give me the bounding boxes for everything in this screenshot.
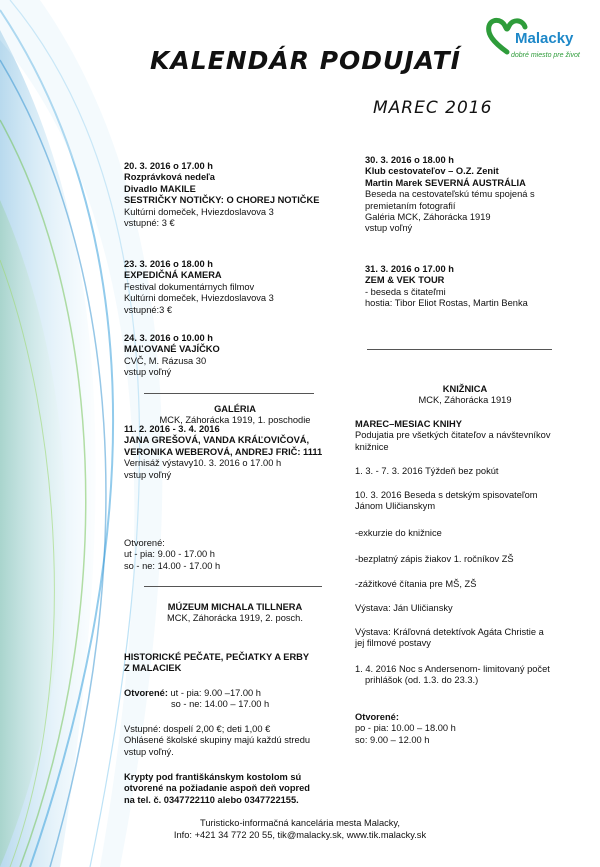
- event-date: 23. 3. 2016 o 18.00 h: [124, 259, 213, 269]
- event-line: MAĽOVANÉ VAJÍČKO: [124, 344, 220, 355]
- kniznica-item-line: 1. 4. 2016 Noc s Andersenom- limitovaný počet: [355, 664, 550, 674]
- event-line: Klub cestovateľov – O.Z. Zenit: [365, 166, 499, 177]
- kniznica-intro: Podujatia pre všetkých čitateľov a návštevníkov: [355, 430, 551, 441]
- event-line: VERONIKA WEBEROVÁ, ANDREJ FRIČ: 1111: [124, 446, 323, 457]
- event-date: 30. 3. 2016 o 18.00 h: [365, 155, 454, 165]
- event-line: vstup voľný: [124, 367, 172, 378]
- kniznica-item-line: Jánom Uličianskym: [355, 501, 436, 512]
- fee-line: Vstupné: dospelí 2,00 €; deti 1,00 €: [124, 724, 271, 734]
- event-line: Divadlo MAKILE: [124, 183, 196, 194]
- krypty-line: Krypty pod františkánskym kostolom sú: [124, 772, 302, 782]
- logo-tagline: dobré miesto pre život: [511, 52, 580, 59]
- event-line: - beseda s čitateľmi: [365, 286, 446, 297]
- krypty-line: na tel. č. 0347722110 alebo 0347722155.: [124, 794, 299, 805]
- exhibit-line: HISTORICKÉ PEČATE, PEČIATKY A ERBY: [124, 652, 310, 662]
- kniznica-item: [355, 664, 595, 687]
- kniznica-subheading: MAREC–MESIAC KNIHY: [355, 419, 462, 429]
- section-heading: MÚZEUM MICHALA TILLNERA: [167, 602, 303, 612]
- muzeum-krypty: [124, 772, 364, 806]
- krypty-line: otvorené na požiadanie aspoň deň vopred: [124, 783, 310, 794]
- kniznica-item-line: 10. 3. 2016 Beseda s detským spisovateľom: [355, 490, 538, 500]
- event-block-left-1: [124, 161, 354, 229]
- kniznica-item-line: Výstava: Ján Uličiansky: [355, 603, 453, 613]
- galeria-hours: [124, 538, 324, 572]
- event-line: Vernisáž výstavy10. 3. 2016 o 17.00 h: [124, 458, 282, 469]
- event-line: ZEM & VEK TOUR: [365, 275, 445, 286]
- kniznica-item-line: 1. 3. - 7. 3. 2016 Týždeň bez pokút: [355, 466, 499, 476]
- kniznica-section: [355, 384, 575, 407]
- open-label: Otvorené:: [124, 688, 168, 698]
- kniznica-item-line: -zážitkové čítania pre MŠ, ZŠ: [355, 579, 477, 589]
- kniznica-item: [355, 603, 595, 614]
- page-title: KALENDÁR PODUJATÍ: [150, 46, 461, 75]
- hours-line: ut - pia: 9.00 - 17.00 h: [124, 549, 215, 560]
- kniznica-item-line: Výstava: Kráľovná detektívok Agáta Christie a: [355, 627, 544, 637]
- kniznica-item: [355, 528, 595, 539]
- event-date: 20. 3. 2016 o 17.00 h: [124, 161, 213, 171]
- event-line: vstupné: 3 €: [124, 218, 175, 229]
- footer-contact: Info: +421 34 772 20 55, tik@malacky.sk, www.tik.malacky.sk: [173, 829, 427, 840]
- event-line: CVČ, M. Rázusa 30: [124, 355, 207, 366]
- event-line: Festival dokumentárnych filmov: [124, 281, 255, 292]
- kniznica-hours: [355, 712, 595, 746]
- event-line: EXPEDIČNÁ KAMERA: [124, 270, 222, 281]
- kniznica-item: [355, 466, 595, 477]
- galeria-event: [124, 424, 364, 481]
- muzeum-section: [110, 602, 360, 625]
- exhibit-line: Z MALACIEK: [124, 663, 182, 674]
- kniznica-program: [355, 419, 595, 453]
- divider: [367, 349, 552, 350]
- event-line: Kultúrni domeček, Hviezdoslavova 3: [124, 293, 274, 304]
- event-line: Rozprávková nedeľa: [124, 172, 215, 183]
- event-line: Kultúrni domeček, Hviezdoslavova 3: [124, 206, 274, 217]
- section-address: MCK, Záhorácka 1919, 2. posch.: [167, 613, 303, 624]
- footer: [0, 818, 600, 841]
- kniznica-item-line: prihlášok (od. 1.3. do 23.3.): [365, 675, 479, 686]
- section-address: MCK, Záhorácka 1919: [418, 395, 512, 406]
- hours-line: so - ne: 14.00 – 17.00 h: [171, 699, 270, 710]
- event-line: vstup voľný: [124, 469, 172, 480]
- muzeum-exhibit: [124, 652, 364, 675]
- event-line: Galéria MCK, Záhorácka 1919: [365, 212, 491, 223]
- malacky-logo: [481, 14, 591, 80]
- event-block-left-3: [124, 333, 354, 379]
- event-line: Martin Marek SEVERNÁ AUSTRÁLIA: [365, 177, 526, 188]
- event-date: 31. 3. 2016 o 17.00 h: [365, 264, 454, 274]
- event-block-right-2: [365, 264, 595, 310]
- kniznica-item-line: jej filmové postavy: [355, 638, 431, 649]
- muzeum-fees: [124, 724, 364, 758]
- divider: [144, 393, 314, 394]
- event-line: Beseda na cestovateľskú tému spojená s: [365, 189, 535, 200]
- month-title: MAREC 2016: [373, 98, 493, 118]
- event-line: SESTRIČKY NOTIČKY: O CHOREJ NOTIČKE: [124, 195, 320, 206]
- kniznica-item-line: -exkurzie do knižnice: [355, 528, 442, 538]
- open-label: Otvorené:: [124, 538, 165, 548]
- hours-line: so - ne: 14.00 - 17.00 h: [124, 560, 221, 571]
- event-line: JANA GREŠOVÁ, VANDA KRÁĽOVIČOVÁ,: [124, 435, 310, 446]
- section-address: MCK, Záhorácka 1919, 1. poschodie: [159, 415, 311, 426]
- logo-name: Malacky: [515, 30, 574, 47]
- fee-line: vstup voľný.: [124, 746, 174, 757]
- hours-line: po - pia: 10.00 – 18.00 h: [355, 723, 456, 734]
- section-heading: KNIŽNICA: [442, 384, 488, 394]
- hours-line: ut - pia: 9.00 –17.00 h: [170, 688, 261, 698]
- kniznica-item: [355, 490, 595, 513]
- footer-line: Turisticko-informačná kancelária mesta Malacky,: [200, 818, 400, 828]
- muzeum-hours: [124, 688, 364, 711]
- event-line: hostia: Tibor Eliot Rostas, Martin Benka: [365, 298, 528, 309]
- event-line: premietaním fotografií: [365, 200, 456, 211]
- kniznica-item: [355, 554, 595, 565]
- event-block-left-2: [124, 259, 354, 316]
- kniznica-item: [355, 627, 595, 650]
- hours-line: so: 9.00 – 12.00 h: [355, 734, 430, 745]
- event-date: 24. 3. 2016 o 10.00 h: [124, 333, 213, 343]
- kniznica-intro: knižnice: [355, 441, 389, 452]
- event-block-right-1: [365, 155, 595, 235]
- event-line: vstup voľný: [365, 223, 413, 234]
- event-date: 11. 2. 2016 - 3. 4. 2016: [124, 424, 220, 434]
- divider: [144, 586, 322, 587]
- kniznica-item-line: -bezplatný zápis žiakov 1. ročníkov ZŠ: [355, 554, 514, 564]
- open-label: Otvorené:: [355, 712, 399, 722]
- event-line: vstupné:3 €: [124, 304, 173, 315]
- fee-line: Ohlásené školské skupiny majú každú stredu: [124, 735, 311, 746]
- section-heading: GALÉRIA: [214, 404, 256, 414]
- kniznica-item: [355, 579, 595, 590]
